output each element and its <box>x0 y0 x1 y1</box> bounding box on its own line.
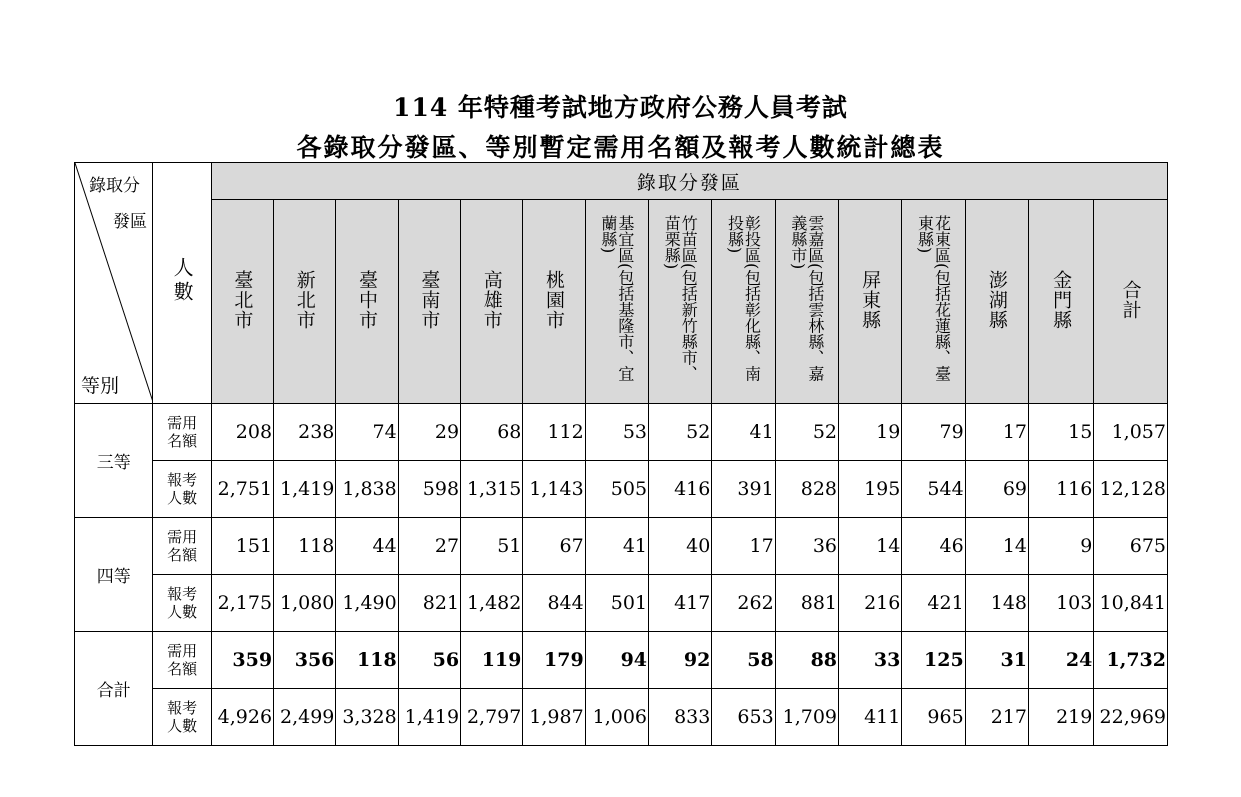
table-cell: 1,482 <box>461 575 523 632</box>
table-cell: 10,841 <box>1094 575 1168 632</box>
region-header-13 <box>1029 200 1094 404</box>
region-header-label: 竹苗區(包括新竹縣市、苗栗縣) <box>662 214 699 381</box>
table-cell: 17 <box>965 404 1028 461</box>
corner-label-bottom: 等別 <box>81 375 120 397</box>
table-cell: 1,419 <box>398 689 460 746</box>
table-row <box>75 404 1168 461</box>
region-header-1 <box>274 200 336 404</box>
table-cell: 1,709 <box>775 689 838 746</box>
table-cell: 4,926 <box>211 689 273 746</box>
table-cell: 208 <box>211 404 273 461</box>
table-cell: 1,490 <box>336 575 398 632</box>
item-label-part: 人數 <box>167 603 198 621</box>
table-cell: 41 <box>712 404 775 461</box>
table-cell: 79 <box>902 404 965 461</box>
item-label-part: 人數 <box>167 489 198 507</box>
item-label-part: 報考 <box>167 699 198 717</box>
table-cell: 1,987 <box>523 689 585 746</box>
table-cell: 148 <box>965 575 1028 632</box>
table-cell: 1,080 <box>274 575 336 632</box>
table-cell: 1,143 <box>523 461 585 518</box>
region-header-label: 彰投區(包括彰化縣、南投縣) <box>725 214 762 381</box>
table-cell: 653 <box>712 689 775 746</box>
table-cell: 356 <box>274 632 336 689</box>
table-cell: 22,969 <box>1094 689 1168 746</box>
region-header-label: 雲嘉區(包括雲林縣、嘉義縣市) <box>788 214 825 381</box>
region-header-label: 臺南市 <box>418 269 441 330</box>
table-cell: 19 <box>839 404 902 461</box>
region-header-9 <box>775 200 838 404</box>
table-cell: 53 <box>585 404 648 461</box>
region-header-label: 屏東縣 <box>859 269 882 330</box>
table-cell: 125 <box>902 632 965 689</box>
table-cell: 217 <box>965 689 1028 746</box>
table-cell: 14 <box>965 518 1028 575</box>
table-cell: 505 <box>585 461 648 518</box>
table-cell: 27 <box>398 518 460 575</box>
applicants-label <box>153 575 211 632</box>
table-cell: 1,057 <box>1094 404 1168 461</box>
region-header-6 <box>585 200 648 404</box>
region-header-7 <box>649 200 712 404</box>
table-row <box>75 461 1168 518</box>
table-cell: 391 <box>712 461 775 518</box>
table-cell: 118 <box>274 518 336 575</box>
table-cell: 119 <box>461 632 523 689</box>
table-cell: 1,315 <box>461 461 523 518</box>
table-cell: 421 <box>902 575 965 632</box>
region-header-label: 新北市 <box>293 269 316 330</box>
table-cell: 56 <box>398 632 460 689</box>
table-cell: 17 <box>712 518 775 575</box>
table-cell: 417 <box>649 575 712 632</box>
table-cell: 2,175 <box>211 575 273 632</box>
region-header-label: 臺北市 <box>231 269 254 330</box>
table-body <box>75 404 1168 746</box>
table-cell: 52 <box>775 404 838 461</box>
corner-header-cell <box>75 163 153 404</box>
table-cell: 58 <box>712 632 775 689</box>
table-row <box>75 518 1168 575</box>
statistics-table <box>74 162 1168 746</box>
region-header-label: 臺中市 <box>356 269 379 330</box>
table-cell: 92 <box>649 632 712 689</box>
table-cell: 41 <box>585 518 648 575</box>
table-cell: 821 <box>398 575 460 632</box>
table-cell: 12,128 <box>1094 461 1168 518</box>
corner-diagonal-lines <box>75 163 153 402</box>
region-header-label: 桃園市 <box>543 269 566 330</box>
region-header-2 <box>336 200 398 404</box>
table-cell: 2,751 <box>211 461 273 518</box>
item-label-part: 需用 <box>167 642 198 660</box>
grade-label: 四等 <box>75 518 153 632</box>
region-header-label: 基宜區(包括基隆市、宜蘭縣) <box>598 214 635 381</box>
region-header-label: 金門縣 <box>1050 269 1073 330</box>
table-cell: 844 <box>523 575 585 632</box>
table-cell: 416 <box>649 461 712 518</box>
region-header-10 <box>839 200 902 404</box>
table-cell: 94 <box>585 632 648 689</box>
table-cell: 359 <box>211 632 273 689</box>
table-cell: 67 <box>523 518 585 575</box>
table-cell: 88 <box>775 632 838 689</box>
table-cell: 151 <box>211 518 273 575</box>
table-cell: 411 <box>839 689 902 746</box>
table-cell: 501 <box>585 575 648 632</box>
item-label-part: 報考 <box>167 585 198 603</box>
region-header-3 <box>398 200 460 404</box>
region-header-label: 高雄市 <box>480 269 503 330</box>
table-cell: 112 <box>523 404 585 461</box>
table-row <box>75 689 1168 746</box>
table-cell: 44 <box>336 518 398 575</box>
table-cell: 46 <box>902 518 965 575</box>
needed-quota-label <box>153 404 211 461</box>
table-cell: 828 <box>775 461 838 518</box>
corner-label-top: 錄取分 <box>89 176 140 196</box>
region-header-12 <box>965 200 1028 404</box>
table-cell: 675 <box>1094 518 1168 575</box>
table-cell: 118 <box>336 632 398 689</box>
table-cell: 69 <box>965 461 1028 518</box>
table-cell: 51 <box>461 518 523 575</box>
corner-label-mid: 發區 <box>113 212 147 232</box>
needed-quota-label <box>153 518 211 575</box>
table-cell: 15 <box>1029 404 1094 461</box>
region-header-8 <box>712 200 775 404</box>
needed-quota-label <box>153 632 211 689</box>
table-cell: 544 <box>902 461 965 518</box>
applicants-label <box>153 689 211 746</box>
table-cell: 24 <box>1029 632 1094 689</box>
item-label-part: 名額 <box>167 432 198 450</box>
grade-label: 三等 <box>75 404 153 518</box>
table-cell: 881 <box>775 575 838 632</box>
people-header-label: 人數 <box>170 256 195 305</box>
region-group-header: 錄取分發區 <box>211 163 1167 200</box>
table-cell: 238 <box>274 404 336 461</box>
table-cell: 116 <box>1029 461 1094 518</box>
table-cell: 1,838 <box>336 461 398 518</box>
region-header-4 <box>461 200 523 404</box>
item-label-part: 人數 <box>167 717 198 735</box>
item-label-part: 需用 <box>167 414 198 432</box>
region-header-label: 澎湖縣 <box>985 269 1008 330</box>
table-row <box>75 575 1168 632</box>
table-cell: 2,797 <box>461 689 523 746</box>
table-cell: 40 <box>649 518 712 575</box>
table-cell: 74 <box>336 404 398 461</box>
region-header-row <box>75 200 1168 404</box>
table-cell: 598 <box>398 461 460 518</box>
table-cell: 219 <box>1029 689 1094 746</box>
table-cell: 965 <box>902 689 965 746</box>
document-title-line2: 各錄取分發區、等別暫定需用名額及報考人數統計總表 <box>296 133 945 162</box>
table-cell: 2,499 <box>274 689 336 746</box>
region-header-0 <box>211 200 273 404</box>
table-row <box>75 632 1168 689</box>
table-cell: 31 <box>965 632 1028 689</box>
table-cell: 1,419 <box>274 461 336 518</box>
table-cell: 33 <box>839 632 902 689</box>
table-cell: 1,006 <box>585 689 648 746</box>
item-label-part: 名額 <box>167 660 198 678</box>
document-title-line1: 114 年特種考試地方政府公務人員考試 <box>393 93 848 122</box>
table-cell: 833 <box>649 689 712 746</box>
table-cell: 29 <box>398 404 460 461</box>
table-cell: 1,732 <box>1094 632 1168 689</box>
people-header <box>153 163 211 404</box>
table-cell: 14 <box>839 518 902 575</box>
region-header-5 <box>523 200 585 404</box>
applicants-label <box>153 461 211 518</box>
grade-label: 合計 <box>75 632 153 746</box>
table-cell: 195 <box>839 461 902 518</box>
table-cell: 9 <box>1029 518 1094 575</box>
region-header-label: 花東區(包括花蓮縣、臺東縣) <box>915 214 952 381</box>
region-header-14 <box>1094 200 1168 404</box>
item-label-part: 報考 <box>167 471 198 489</box>
table-cell: 216 <box>839 575 902 632</box>
table-cell: 52 <box>649 404 712 461</box>
region-header-label: 合計 <box>1119 279 1142 320</box>
table-cell: 262 <box>712 575 775 632</box>
table-cell: 103 <box>1029 575 1094 632</box>
table-cell: 68 <box>461 404 523 461</box>
table-cell: 179 <box>523 632 585 689</box>
region-header-11 <box>902 200 965 404</box>
item-label-part: 需用 <box>167 528 198 546</box>
item-label-part: 名額 <box>167 546 198 564</box>
table-cell: 3,328 <box>336 689 398 746</box>
table-cell: 36 <box>775 518 838 575</box>
